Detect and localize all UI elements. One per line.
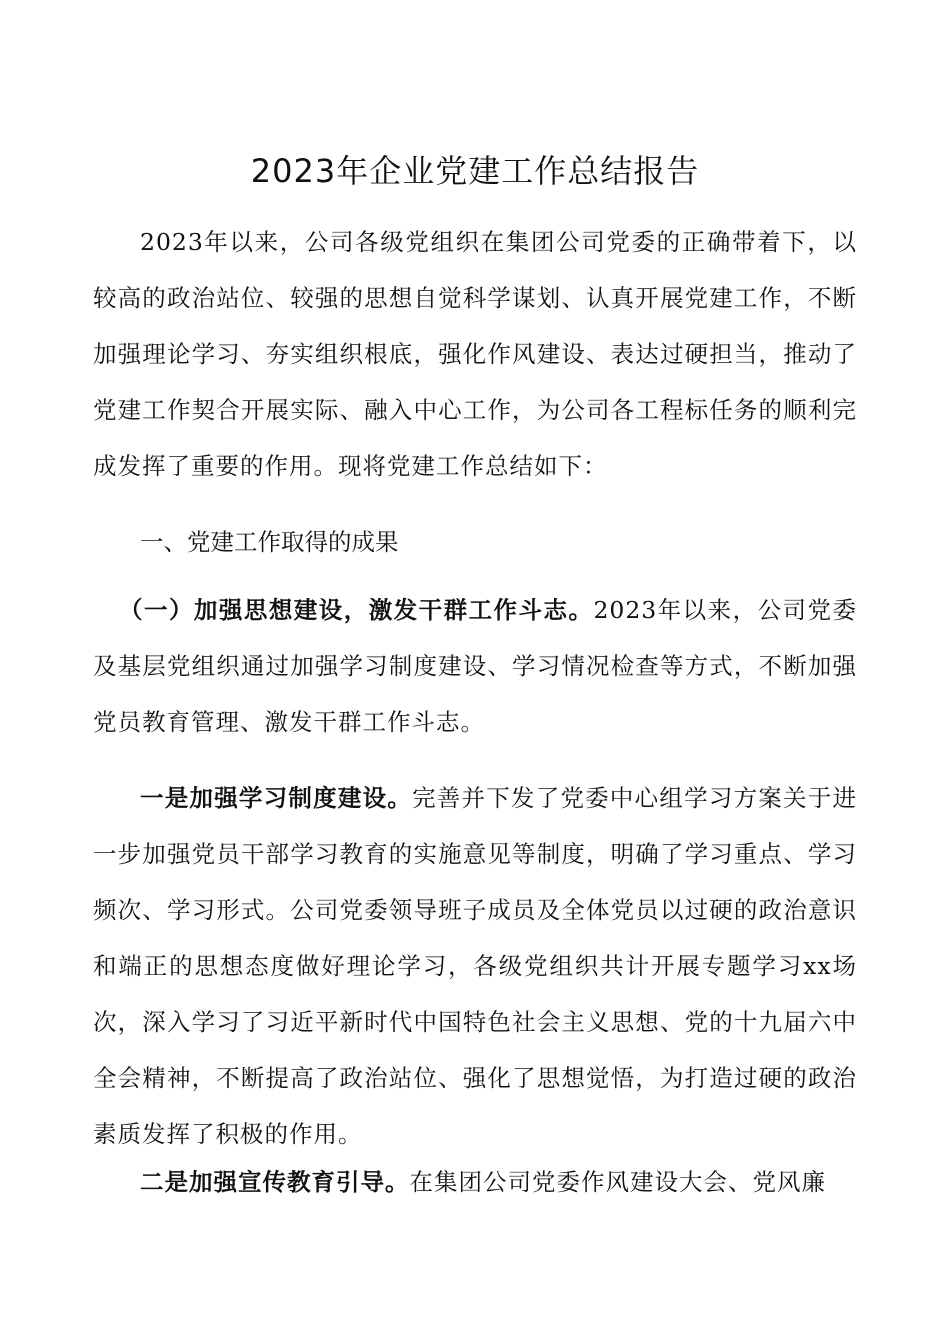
item-paragraph-2 xyxy=(93,1154,857,1210)
item-1-lead: 一是加强学习制度建设。 xyxy=(140,784,413,812)
item-2-lead: 二是加强宣传教育引导。 xyxy=(140,1168,410,1196)
item-2-body: 在集团公司党委作风建设大会、党风廉 xyxy=(409,1168,826,1196)
subsection-lead: （一）加强思想建设，激发干群工作斗志。 xyxy=(119,596,594,624)
item-paragraph-1 xyxy=(93,770,857,1162)
document-title: 2023年企业党建工作总结报告 xyxy=(250,152,700,190)
section-heading: 一、党建工作取得的成果 xyxy=(140,528,399,556)
subsection-paragraph xyxy=(93,582,857,750)
intro-paragraph: 2023年以来，公司各级党组织在集团公司党委的正确带着下，以较高的政治站位、较强的思想自觉科学谋划、认真开展党建工作，不断加强理论学习、夯实组织根底，强化作风建设、表达过硬担当，推动了党建工作契合开展实际、融入中心工作，为公司各工程标任务的顺利完成发挥了重要的作用。现将党建工作总结如下： xyxy=(93,228,857,480)
subsection-body: 2023年以来，公司党委及基层党组织通过加强学习制度建设、学习情况检查等方式，不断加强党员教育管理、激发干群工作斗志。 xyxy=(93,596,858,736)
item-1-body: 完善并下发了党委中心组学习方案关于进一步加强党员干部学习教育的实施意见等制度，明确了学习重点、学习频次、学习形式。公司党委领导班子成员及全体党员以过硬的政治意识和端正的思想态度做好理论学习，各级党组织共计开展专题学习xx场次，深入学习了习近平新时代中国特色社会主义思想、党的十九届六中全会精神，不断提高了政治站位、强化了思想觉悟，为打造过硬的政治素质发挥了积极的作用。 xyxy=(93,784,858,1148)
